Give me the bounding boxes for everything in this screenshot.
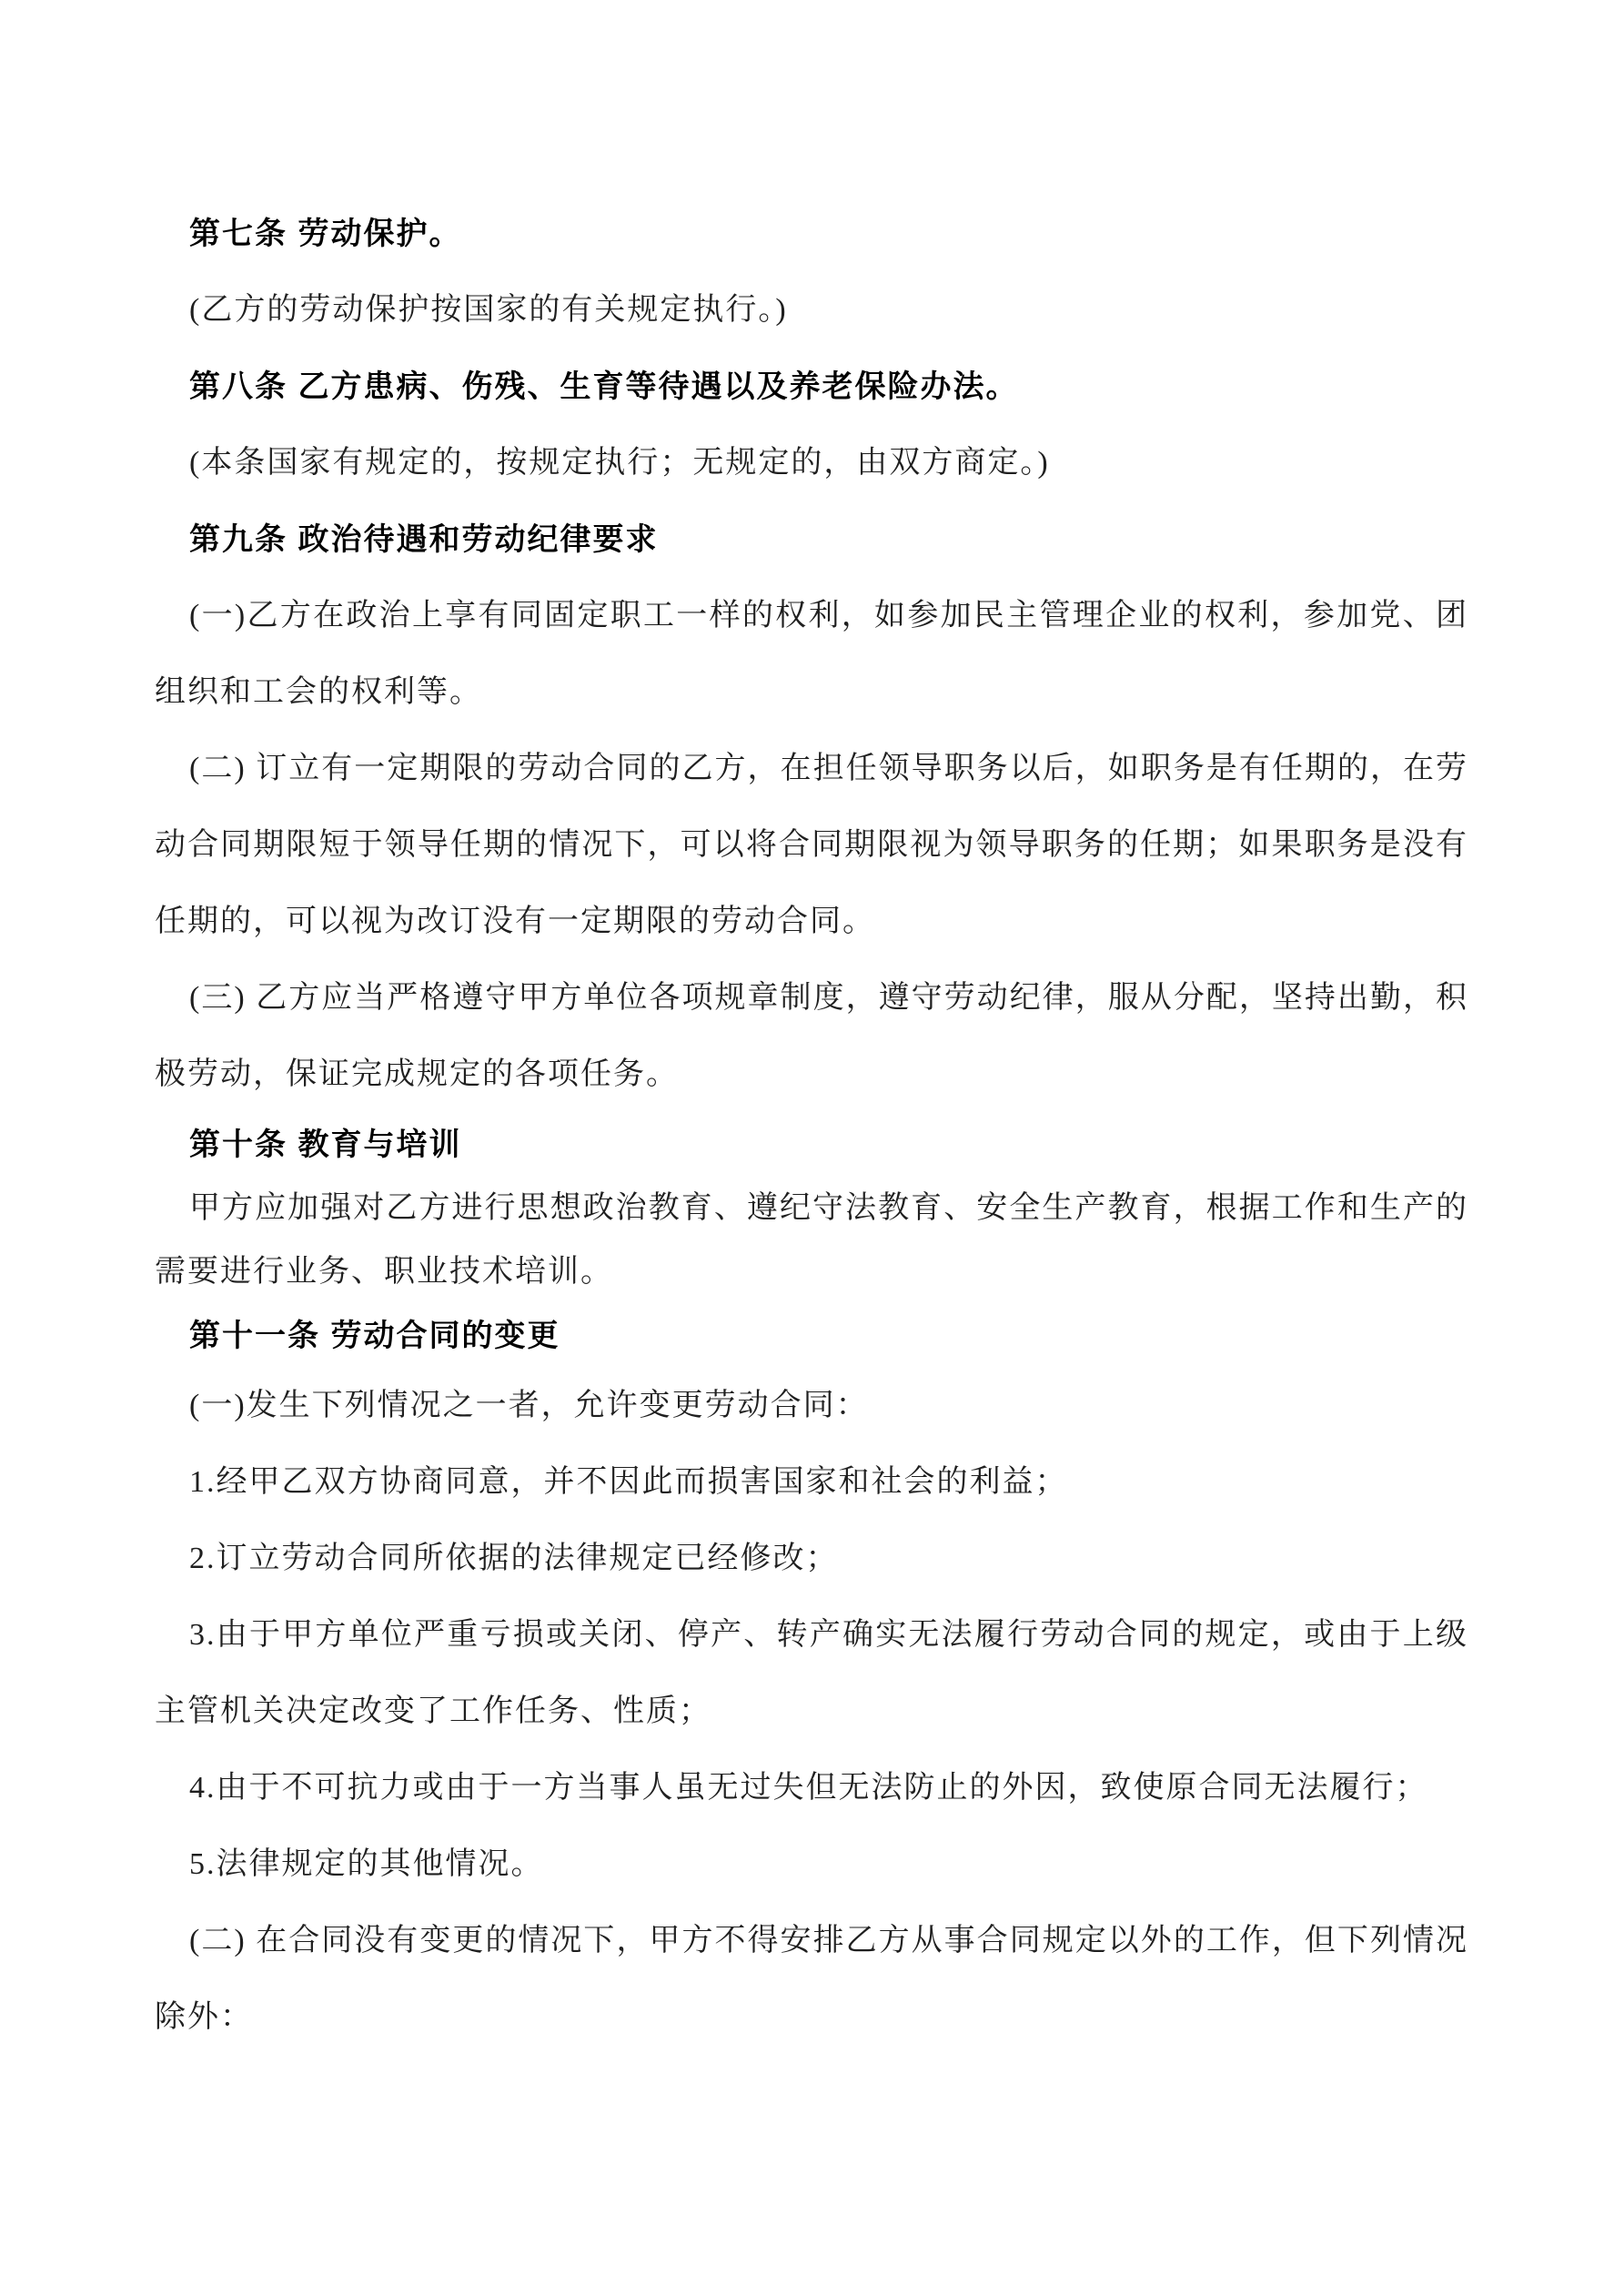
clause-heading: 第七条 劳动保护。 bbox=[189, 217, 462, 251]
paragraph: 2.订立劳动合同所依据的法律规定已经修改； bbox=[189, 1542, 839, 1575]
paragraph: (本条国家有规定的，按规定执行；无规定的，由双方商定。) bbox=[189, 446, 1050, 480]
paragraph: 3.由于甲方单位严重亏损或关闭、停产、转产确实无法履行劳动合同的规定，或由于上级主管机关决定改变了工作任务、性质； bbox=[155, 1618, 1468, 1728]
paragraph: (乙方的劳动保护按国家的有关规定执行。) bbox=[189, 293, 788, 327]
document-body bbox=[155, 196, 1468, 2056]
clause-heading: 第八条 乙方患病、伤残、生育等待遇以及养老保险办法。 bbox=[189, 369, 1019, 404]
paragraph: (二) 订立有一定期限的劳动合同的乙方，在担任领导职务以后，如职务是有任期的，在劳动合同期限短于领导任期的情况下，可以将合同期限视为领导职务的任期；如果职务是没有任期的，可以视为改订没有一定期限的劳动合同。 bbox=[155, 752, 1468, 938]
clause-heading: 第十条 教育与培训 bbox=[189, 1128, 462, 1162]
paragraph: (三) 乙方应当严格遵守甲方单位各项规章制度，遵守劳动纪律，服从分配，坚持出勤，积极劳动，保证完成规定的各项任务。 bbox=[155, 981, 1468, 1091]
paragraph: (一)发生下列情况之一者，允许变更劳动合同： bbox=[189, 1389, 869, 1422]
clause-heading: 第十一条 劳动合同的变更 bbox=[189, 1319, 560, 1353]
paragraph: 甲方应加强对乙方进行思想政治教育、遵纪守法教育、安全生产教育，根据工作和生产的需要进行业务、职业技术培训。 bbox=[155, 1191, 1468, 1289]
paragraph: (一)乙方在政治上享有同固定职工一样的权利，如参加民主管理企业的权利，参加党、团组织和工会的权利等。 bbox=[155, 599, 1468, 709]
paragraph: 5.法律规定的其他情况。 bbox=[189, 1847, 544, 1881]
clause-heading: 第九条 政治待遇和劳动纪律要求 bbox=[189, 522, 659, 557]
paragraph: 1.经甲乙双方协商同意，并不因此而损害国家和社会的利益； bbox=[189, 1465, 1068, 1499]
paragraph: (二) 在合同没有变更的情况下，甲方不得安排乙方从事合同规定以外的工作，但下列情况除外： bbox=[155, 1924, 1468, 2034]
paragraph: 4.由于不可抗力或由于一方当事人虽无过失但无法防止的外因，致使原合同无法履行； bbox=[189, 1771, 1428, 1805]
